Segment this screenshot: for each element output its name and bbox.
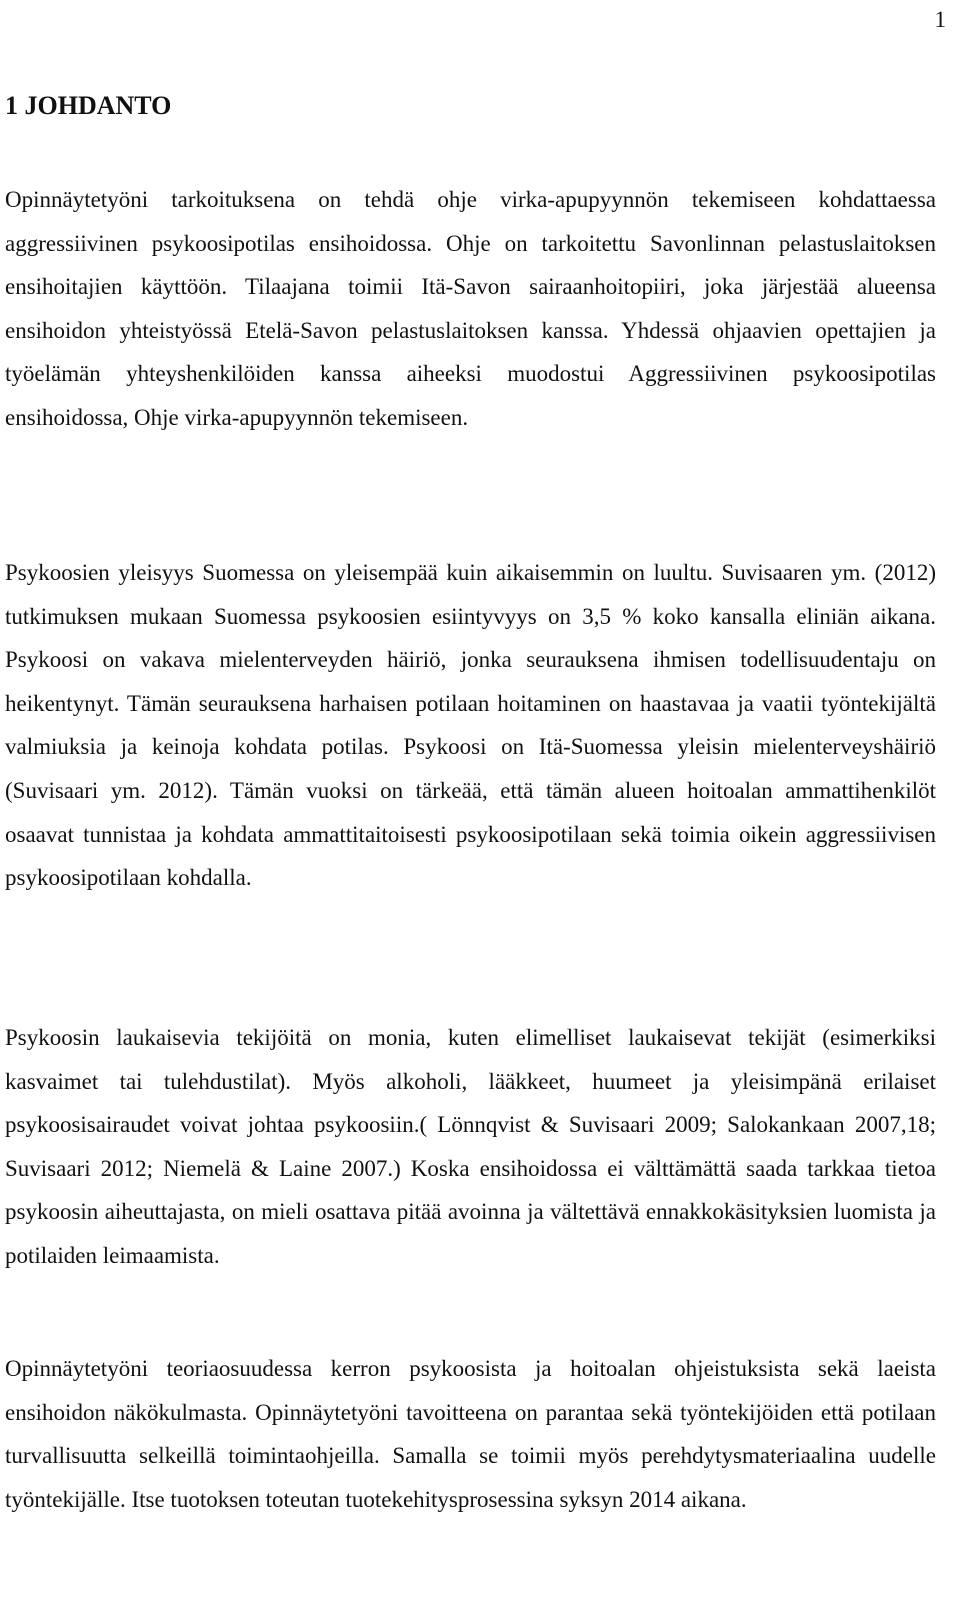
paragraph-triggers: Psykoosin laukaisevia tekijöitä on monia, kuten elimelliset laukaisevat tekijät (esimerkiksi kasvaimet tai tulehdustilat). Myös alkoholi, lääkkeet, huumeet ja yleisimpänä erilaiset psykoosisairaudet voivat johtaa psykoosiin.( Lönnqvist & Suvisaari 2009; Salokankaan 2007,18; Suvisaari 2012; Niemelä & Laine 2007.) Koska ensihoidossa ei välttämättä saada tarkkaa tietoa psykoosin aiheuttajasta, on mieli osattava pitää avoinna ja vältettävä ennakkokäsityksien luomista ja potilaiden leimaamista. [5,1025,936,1268]
paragraph-prevalence: Psykoosien yleisyys Suomessa on yleisempää kuin aikaisemmin on luultu. Suvisaaren ym. (2012) tutkimuksen mukaan Suomessa psykoosien esiintyvyys on 3,5 % koko kansalla eliniän aikana. Psykoosi on vakava mielenterveyden häiriö, jonka seurauksena ihmisen todellisuudentaju on heikentynyt. Tämän seurauksena harhaisen potilaan hoitaminen on haastavaa ja vaatii työntekijältä valmiuksia ja keinoja kohdata potilas. Psykoosi on Itä-Suomessa yleisin mielenterveyshäiriö (Suvisaari ym. 2012). Tämän vuoksi on tärkeää, että tämän alueen hoitoalan ammattihenkilöt osaavat tunnistaa ja kohdata ammattitaitoisesti psykoosipotilaan sekä toimia oikein aggressiivisen psykoosipotilaan kohdalla. [5,560,936,891]
paragraph-purpose: Opinnäytetyöni tarkoituksena on tehdä ohje virka-apupyynnön tekemiseen kohdattaessa aggressiivinen psykoosipotilas ensihoidossa. Ohje on tarkoitettu Savonlinnan pelastuslaitoksen ensihoitajien käyttöön. Tilaajana toimii Itä-Savon sairaanhoitopiiri, joka järjestää alueensa ensihoidon yhteistyössä Etelä-Savon pelastuslaitoksen kanssa. Yhdessä ohjaavien opettajien ja työelämän yhteyshenkilöiden kanssa aiheeksi muodostui Aggressiivinen psykoosipotilas ensihoidossa, Ohje virka-apupyynnön tekemiseen. [5,187,936,430]
section-heading: 1 JOHDANTO [5,91,172,120]
paragraph-theory: Opinnäytetyöni teoriaosuudessa kerron psykoosista ja hoitoalan ohjeistuksista sekä laeista ensihoidon näkökulmasta. Opinnäytetyöni tavoitteena on parantaa sekä työntekijöiden että potilaan turvallisuutta selkeillä toimintaohjeilla. Samalla se toimii myös perehdytysmateriaalina uudelle työntekijälle. Itse tuotoksen toteutan tuotekehitysprosessina syksyn 2014 aikana. [5,1356,936,1512]
page-number: 1 [934,7,946,32]
